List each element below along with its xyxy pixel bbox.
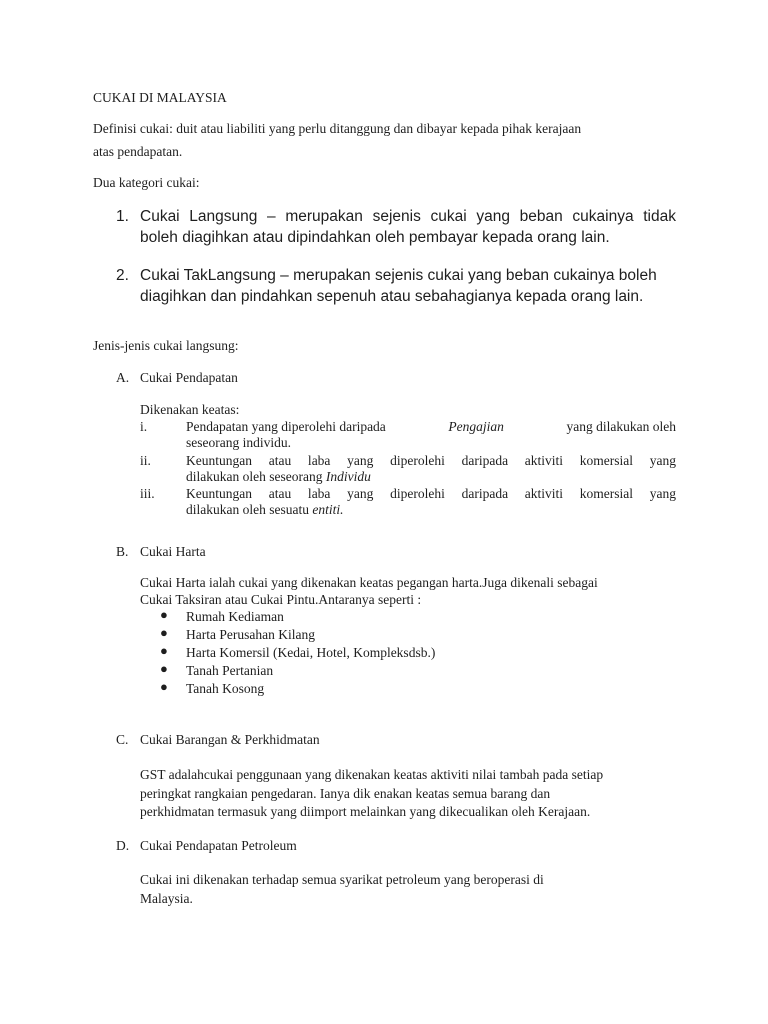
section-a-item-2-roman: ii.	[140, 453, 151, 468]
section-a-item-2-line-1: Keuntungan atau laba yang diperolehi daripada aktiviti komersial yang	[186, 453, 676, 468]
section-d-line-1: Cukai ini dikenakan terhadap semua syarikat petroleum yang beroperasi di	[140, 872, 544, 887]
section-a-item-3-roman: iii.	[140, 486, 155, 501]
category-2-line-1: Cukai TakLangsung – merupakan sejenis cukai yang beban cukainya boleh	[140, 267, 657, 284]
list-item: Tanah Kosong	[186, 681, 265, 696]
section-a-item-2-emphasis: Individu	[325, 469, 371, 484]
section-a-item-3-emphasis: entiti.	[312, 502, 344, 517]
section-c-letter: C.	[116, 732, 129, 747]
section-a-letter: A.	[116, 370, 130, 385]
section-a-item-1-line-2: seseorang individu.	[186, 435, 291, 450]
section-d-line-2: Malaysia.	[140, 891, 193, 906]
section-d-letter: D.	[116, 838, 130, 853]
bullet-icon: ●	[160, 661, 168, 676]
bullet-icon: ●	[160, 643, 168, 658]
section-d-heading: Cukai Pendapatan Petroleum	[140, 838, 297, 853]
categories-heading: Dua kategori cukai:	[93, 175, 200, 190]
section-a-item-1-roman: i.	[140, 419, 148, 434]
section-b-heading: Cukai Harta	[140, 544, 206, 559]
section-a-item-1-text-a: Pendapatan yang diperolehi daripada	[186, 419, 386, 434]
section-b-letter: B.	[116, 544, 129, 559]
page-title: CUKAI DI MALAYSIA	[93, 90, 227, 105]
definition-line-1: Definisi cukai: duit atau liabiliti yang perlu ditanggung dan dibayar kepada pihak kerajaan	[93, 121, 582, 136]
section-a-heading: Cukai Pendapatan	[140, 370, 238, 385]
list-item: Harta Perusahan Kilang	[186, 627, 315, 642]
category-1-line-1: Cukai Langsung – merupakan sejenis cukai yang beban cukainya tidak	[140, 208, 676, 225]
section-c-line-1: GST adalahcukai penggunaan yang dikenakan keatas aktiviti nilai tambah pada setiap	[140, 767, 604, 782]
section-b-para-line-1: Cukai Harta ialah cukai yang dikenakan keatas pegangan harta.Juga dikenali sebagai	[140, 575, 598, 590]
section-a-item-1-text-b: yang dilakukan oleh	[566, 419, 676, 434]
section-a-item-1-emphasis: Pengajian	[448, 419, 504, 434]
section-a-item-2-text: dilakukan oleh seseorang	[186, 469, 323, 484]
category-2-line-2: diagihkan dan pindahkan sepenuh atau sebahagianya kepada orang lain.	[140, 288, 644, 305]
bullet-icon: ●	[160, 607, 168, 622]
section-c-line-3: perkhidmatan termasuk yang diimport melainkan yang dikecualikan oleh Kerajaan.	[140, 804, 591, 819]
category-1-number: 1.	[116, 208, 129, 225]
section-c-heading: Cukai Barangan & Perkhidmatan	[140, 732, 320, 747]
section-c-line-2: peringkat rangkaian pengedaran. Ianya dik enakan keatas semua barang dan	[140, 786, 551, 801]
definition-line-2: atas pendapatan.	[93, 144, 183, 159]
section-a-item-3-line-1: Keuntungan atau laba yang diperolehi daripada aktiviti komersial yang	[186, 486, 676, 501]
section-a-intro: Dikenakan keatas:	[140, 402, 240, 417]
category-1-line-2: boleh diagihkan atau dipindahkan oleh pembayar kepada orang lain.	[140, 229, 610, 246]
list-item: Tanah Pertanian	[186, 663, 274, 678]
bullet-icon: ●	[160, 679, 168, 694]
list-item: Rumah Kediaman	[186, 609, 284, 624]
category-2-number: 2.	[116, 267, 129, 284]
section-a-item-3-line-2	[186, 500, 343, 520]
section-b-para-line-2: Cukai Taksiran atau Cukai Pintu.Antaranya seperti :	[140, 592, 422, 607]
bullet-icon: ●	[160, 625, 168, 640]
list-item: Harta Komersil (Kedai, Hotel, Kompleksdsb.)	[186, 645, 436, 660]
types-heading: Jenis-jenis cukai langsung:	[93, 338, 239, 353]
section-a-item-3-text: dilakukan oleh sesuatu	[186, 502, 309, 517]
